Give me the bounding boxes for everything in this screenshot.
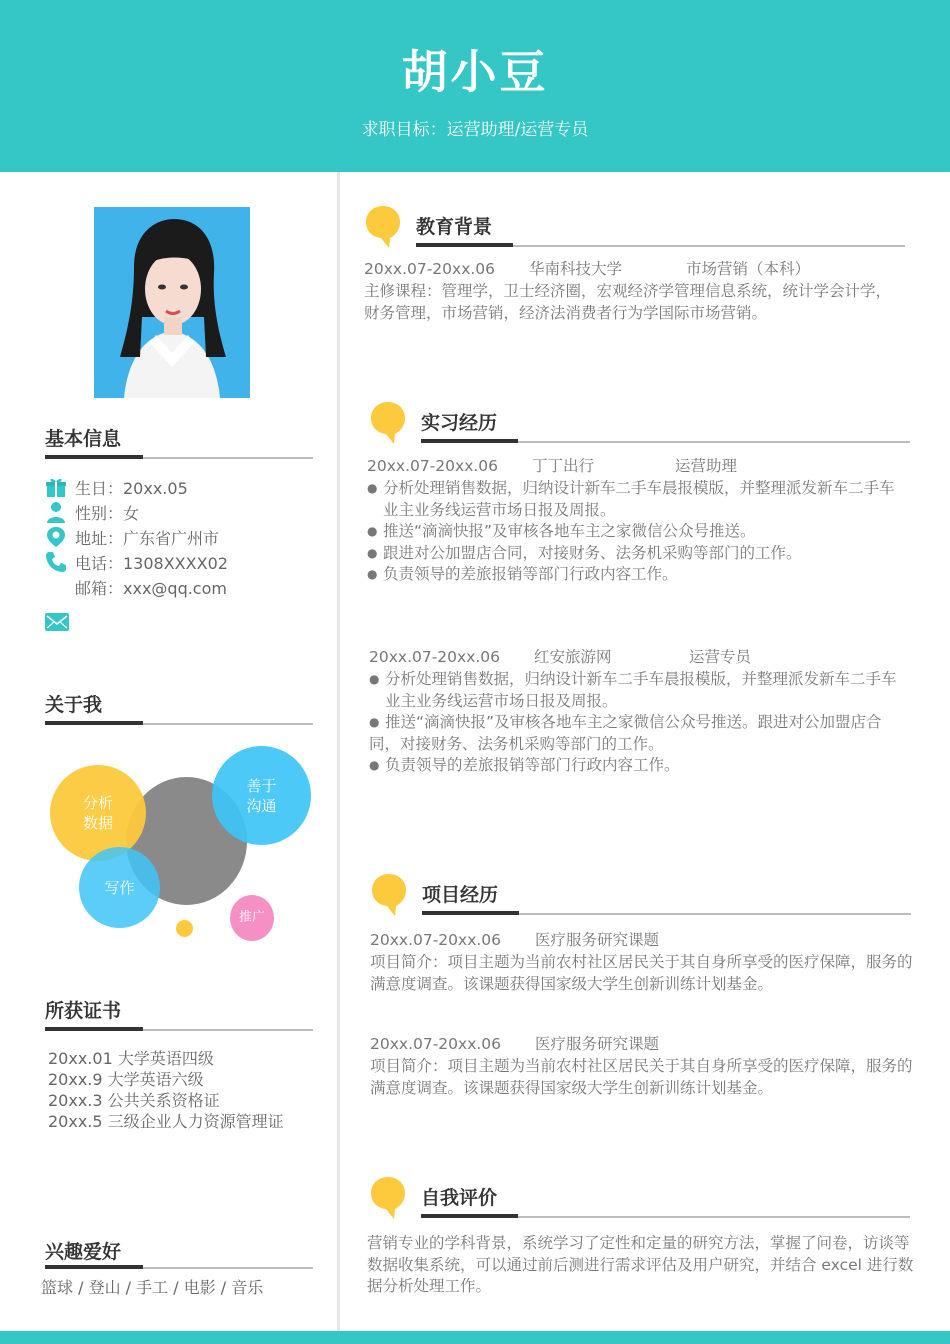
cert-item: 20xx.9 大学英语六级 xyxy=(48,1070,204,1089)
job2-company: 红安旅游网 xyxy=(534,648,612,666)
project2-date: 20xx.07-20xx.06 xyxy=(370,1035,502,1053)
job1-date: 20xx.07-20xx.06 xyxy=(367,457,499,475)
location-pin-icon xyxy=(45,526,67,548)
job2-role: 运营专员 xyxy=(689,648,752,666)
job1-bullet: ● 推送“滴滴快报”及审核各地车主之家微信公众号推送。 xyxy=(367,521,927,543)
job-target: 求职目标：运营助理/运营专员 xyxy=(361,120,589,140)
info-email xyxy=(45,575,227,599)
education-school: 华南科技大学 xyxy=(529,260,623,278)
job2-bullet-cont: 同，对接财务、法务机采购等部门的工作。 xyxy=(369,734,664,753)
job2-row xyxy=(369,647,919,669)
job2-date: 20xx.07-20xx.06 xyxy=(369,648,501,666)
bubble-communication-label: 善于 沟通 xyxy=(246,776,277,815)
job2-bullet: ● 负责领导的差旅报销等部门行政内容工作。 xyxy=(369,755,929,777)
job1-bullet: ● 负责领导的差旅报销等部门行政内容工作。 xyxy=(367,564,927,586)
hobby-title: 兴趣爱好 xyxy=(45,1241,122,1263)
speech-bubble-icon xyxy=(368,1175,408,1221)
info-address xyxy=(45,525,219,549)
bubble-analysis-label: 分析 数据 xyxy=(82,794,113,832)
project2-name: 医疗服务研究课题 xyxy=(535,1035,660,1053)
job2-bullet: ● 推送“滴滴快报”及审核各地车主之家微信公众号推送。跟进对公加盟店合 xyxy=(369,712,929,734)
candidate-name: 胡小豆 xyxy=(401,45,549,99)
job2-bullets xyxy=(369,669,929,777)
info-birthday xyxy=(45,475,188,499)
cert-item: 20xx.3 公共关系资格证 xyxy=(48,1091,220,1110)
job1-bullet: ● 分析处理销售数据，归纳设计新车二手车晨报模版，并整理派发新车二手车 业主业务线运营市场日报及周报。 xyxy=(367,478,927,521)
bubble-analysis xyxy=(50,765,146,861)
info-gender xyxy=(45,500,139,524)
job1-row xyxy=(367,456,917,478)
cert-underline xyxy=(45,1027,313,1031)
person-icon xyxy=(45,501,67,523)
education-underline xyxy=(416,243,905,247)
small-yellow-dot xyxy=(176,920,193,937)
job1-role: 运营助理 xyxy=(675,457,738,475)
header-banner xyxy=(0,0,950,172)
phone-text: 电话：1308XXXX02 xyxy=(75,553,228,573)
project2-row xyxy=(370,1034,915,1056)
education-courses: 主修课程：管理学，卫士经济圈，宏观经济学管理信息系统，统计学会计学，财务管理，市场营销，经济法消费者行为学国际市场营销。 xyxy=(364,282,892,322)
education-row xyxy=(364,259,904,281)
cert-title: 所获证书 xyxy=(45,1000,122,1022)
bubble-writing-label: 写作 xyxy=(104,878,135,897)
hobby-underline xyxy=(45,1265,313,1269)
basic-info-title: 基本信息 xyxy=(45,428,122,450)
email-text: 邮箱：xxx@qq.com xyxy=(75,578,227,598)
education-date: 20xx.07-20xx.06 xyxy=(364,260,496,278)
footer-bar xyxy=(0,1331,950,1344)
project2-desc: 项目简介：项目主题为当前农村社区居民关于其自身所享受的医疗保障，服务的满意度调查。该课题获得国家级大学生创新训练计划基金。 xyxy=(370,1057,913,1097)
self-eval-underline xyxy=(421,1214,910,1218)
project1-date: 20xx.07-20xx.06 xyxy=(370,931,502,949)
self-eval-title: 自我评价 xyxy=(421,1187,498,1209)
internship-underline xyxy=(421,439,910,443)
about-title: 关于我 xyxy=(45,694,103,716)
column-divider xyxy=(337,172,340,1331)
speech-bubble-icon xyxy=(363,204,403,250)
hobby-list: 篮球 / 登山 / 手工 / 电影 / 音乐 xyxy=(41,1278,264,1297)
speech-bubble-icon xyxy=(368,400,408,446)
job1-bullets xyxy=(367,478,927,586)
bubble-writing xyxy=(79,847,160,928)
job1-bullet: ● 跟进对公加盟店合同，对接财务、法务机采购等部门的工作。 xyxy=(367,543,927,565)
projects-title: 项目经历 xyxy=(422,884,499,906)
project1-name: 医疗服务研究课题 xyxy=(535,931,660,949)
education-major: 市场营销（本科） xyxy=(686,260,811,278)
job2-bullet: ● 分析处理销售数据，归纳设计新车二手车晨报模版，并整理派发新车二手车 业主业务线运营市场日报及周报。 xyxy=(369,669,929,712)
birthday-text: 生日：20xx.05 xyxy=(75,478,188,498)
project1-row xyxy=(370,930,915,952)
about-underline xyxy=(45,721,313,725)
bubble-promotion xyxy=(230,895,274,941)
speech-bubble-icon xyxy=(369,872,409,918)
cert-item: 20xx.01 大学英语四级 xyxy=(48,1049,214,1068)
bubble-communication xyxy=(212,746,311,845)
basic-info-underline xyxy=(45,455,313,459)
education-title: 教育背景 xyxy=(416,216,493,238)
self-eval-text: 营销专业的学科背景，系统学习了定性和定量的研究方法，掌握了问卷，访谈等数据收集系统，可以通过前后测进行需求评估及用户研究，并结合 excel 进行数据分析处理工作。 xyxy=(367,1234,914,1295)
bubble-promotion-label: 推广 xyxy=(238,910,265,925)
mail-icon xyxy=(45,613,69,631)
internship-title: 实习经历 xyxy=(421,412,498,434)
gender-text: 性别：女 xyxy=(75,503,140,523)
job1-company: 丁丁出行 xyxy=(532,457,595,475)
info-phone xyxy=(45,550,228,574)
phone-icon xyxy=(45,551,67,573)
cert-item: 20xx.5 三级企业人力资源管理证 xyxy=(48,1112,284,1131)
projects-underline xyxy=(422,911,911,915)
gift-icon xyxy=(45,476,67,498)
profile-photo xyxy=(94,207,250,398)
project1-desc: 项目简介：项目主题为当前农村社区居民关于其自身所享受的医疗保障，服务的满意度调查。该课题获得国家级大学生创新训练计划基金。 xyxy=(370,953,913,993)
address-text: 地址：广东省广州市 xyxy=(75,528,220,548)
